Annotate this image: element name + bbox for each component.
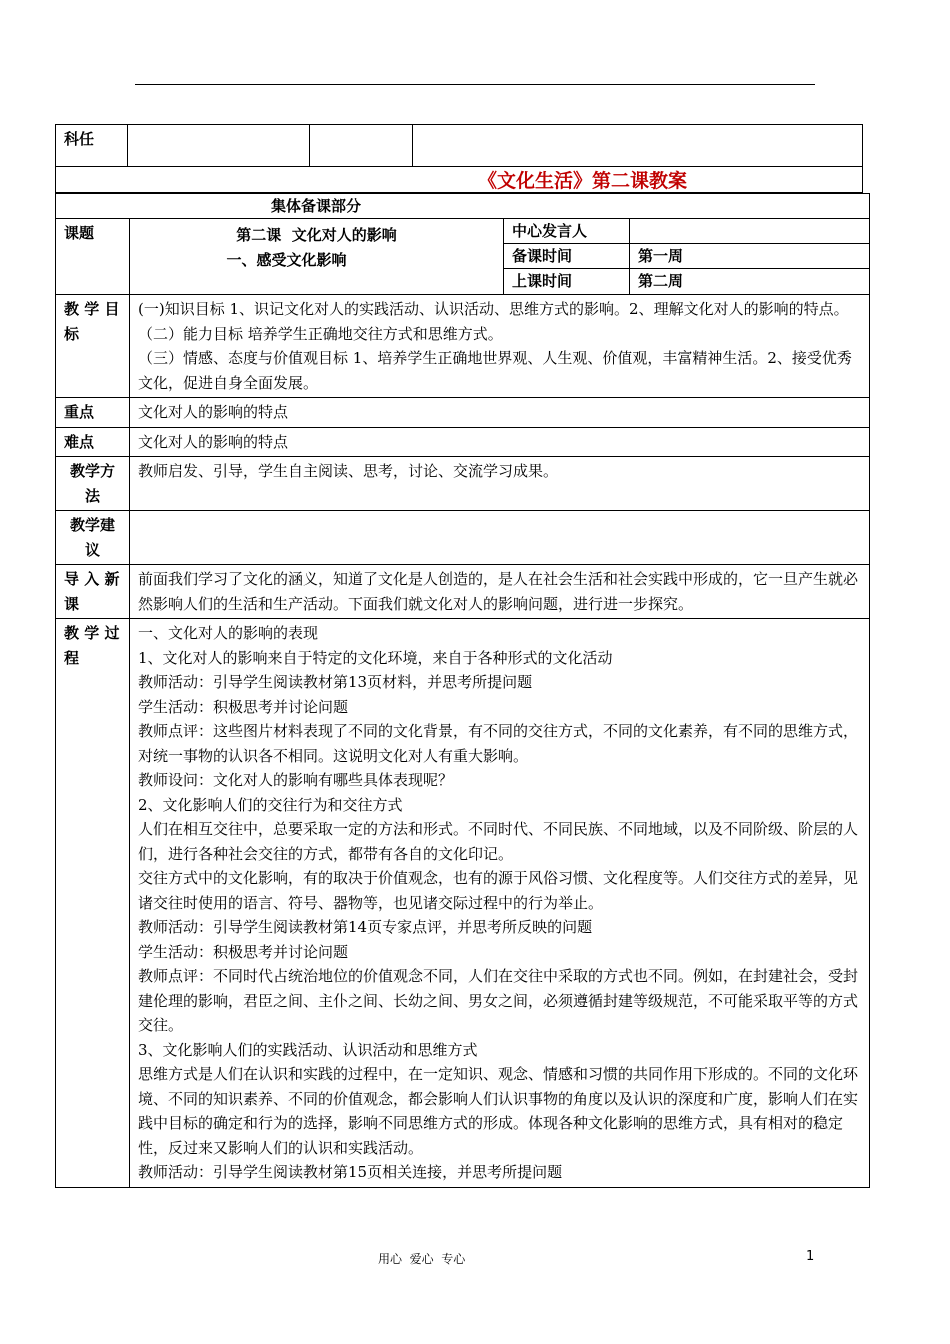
process-line: 教师设问：文化对人的影响有哪些具体表现呢？ (138, 771, 454, 789)
process-line: 教师点评：不同时代占统治地位的价值观念不同，人们在交往中采取的方式也不同。例如，在封建社会，受封建伦理的影响，君臣之间、主仆之间、长幼之间、男女之间，必须遵循封建等级规范，不可能采取平等的方式交往。 (138, 967, 859, 1034)
speaker-value (630, 219, 870, 244)
goals-label: 教 学 目 标 (56, 295, 130, 398)
process-line: 教师活动：引导学生阅读教材第15页相关连接，并思考所提问题 (138, 1163, 563, 1181)
method-label: 教学方法 (56, 457, 130, 511)
goal-2: （二）能力目标 培养学生正确地交往方式和思维方式。 (138, 324, 503, 343)
header-cell-4 (413, 125, 863, 167)
header-grid (55, 124, 863, 193)
process-cell (130, 619, 870, 1188)
process-line: 教师点评：这些图片材料表现了不同的文化背景，有不同的交往方式，不同的文化素养，有不同的思维方式，对统一事物的认识各不相同。这说明文化对人有重大影响。 (138, 722, 859, 765)
suggest-label: 教学建议 (56, 511, 130, 565)
class-time-label: 上课时间 (504, 269, 630, 295)
process-line: 学生活动：积极思考并讨论问题 (138, 942, 349, 961)
process-line: 2、文化影响人们的交往行为和交往方式 (138, 795, 403, 814)
header-cell-3 (310, 125, 413, 167)
footer-motto: 用心 爱心 专心 (378, 1252, 466, 1266)
suggest-value (130, 511, 870, 565)
header-cell-2 (128, 125, 310, 167)
kefren-label: 科任 (56, 125, 128, 167)
process-line: 学生活动：积极思考并讨论问题 (138, 697, 349, 716)
class-time-value: 第二周 (630, 269, 870, 295)
lesson-table (55, 193, 870, 1188)
goal-3: （三）情感、态度与价值观目标 1、培养学生正确地世界观、人生观、价值观，丰富精神生活。2、接受优秀文化，促进自身全面发展。 (138, 349, 852, 392)
speaker-label: 中心发言人 (504, 219, 630, 244)
method-value: 教师启发、引导，学生自主阅读、思考，讨论、交流学习成果。 (130, 457, 870, 511)
key-value: 文化对人的影响的特点 (130, 398, 870, 428)
intro-label: 导 入 新 课 (56, 565, 130, 619)
topic-line-2: 一、感受文化影响 (226, 250, 347, 269)
process-label: 教 学 过 程 (56, 619, 130, 1188)
title-row (56, 167, 863, 193)
key-label: 重点 (56, 398, 130, 428)
page-number: 1 (806, 1249, 815, 1264)
topic-line-1: 第二课 文化对人的影响 (236, 226, 397, 244)
process-line: 一、文化对人的影响的表现 (138, 624, 319, 642)
top-rule (135, 84, 815, 85)
process-line: 3、文化影响人们的实践活动、认识活动和思维方式 (138, 1040, 478, 1059)
topic-label: 课题 (56, 219, 130, 295)
process-line: 交往方式中的文化影响，有的取决于价值观念，也有的源于风俗习惯、文化程度等。人们交往方式的差异，见诸交往时使用的语言、符号、器物等，也见诸交际过程中的行为举止。 (138, 869, 859, 912)
process-line: 思维方式是人们在认识和实践的过程中，在一定知识、观念、情感和习惯的共同作用下形成的。不同的文化环境、不同的知识素养、不同的价值观念，都会影响人们认识事物的角度以及认识的深度和广度，影响人们在实践中目标的确定和行为的选择，影响不同思维方式的形成。体现各种文化影响的思维方式，具有相对的稳定性，反过来又影响人们的认识和实践活动。 (138, 1065, 859, 1157)
topic-cell (130, 219, 504, 295)
process-line: 教师活动：引导学生阅读教材第13页材料，并思考所提问题 (138, 673, 533, 691)
section-header: 集体备课部分 (56, 194, 870, 219)
prep-time-value: 第一周 (630, 244, 870, 269)
document-title: 《文化生活》第二课教案 (478, 170, 688, 192)
process-line: 1、文化对人的影响来自于特定的文化环境，来自于各种形式的文化活动 (138, 648, 613, 667)
difficulty-label: 难点 (56, 427, 130, 457)
prep-time-label: 备课时间 (504, 244, 630, 269)
goal-1: (一)知识目标 1、识记文化对人的实践活动、认识活动、思维方式的影响。2、理解文化对人的影响的特点。 (138, 300, 849, 318)
intro-value: 前面我们学习了文化的涵义，知道了文化是人创造的，是人在社会生活和社会实践中形成的，它一旦产生就必然影响人们的生活和生产活动。下面我们就文化对人的影响问题，进行进一步探究。 (130, 565, 870, 619)
goals-cell (130, 295, 870, 398)
process-line: 人们在相互交往中，总要采取一定的方法和形式。不同时代、不同民族、不同地域，以及不同阶级、阶层的人们，进行各种社会交往的方式，都带有各自的文化印记。 (138, 820, 859, 863)
process-line: 教师活动：引导学生阅读教材第14页专家点评，并思考所反映的问题 (138, 918, 593, 936)
difficulty-value: 文化对人的影响的特点 (130, 427, 870, 457)
